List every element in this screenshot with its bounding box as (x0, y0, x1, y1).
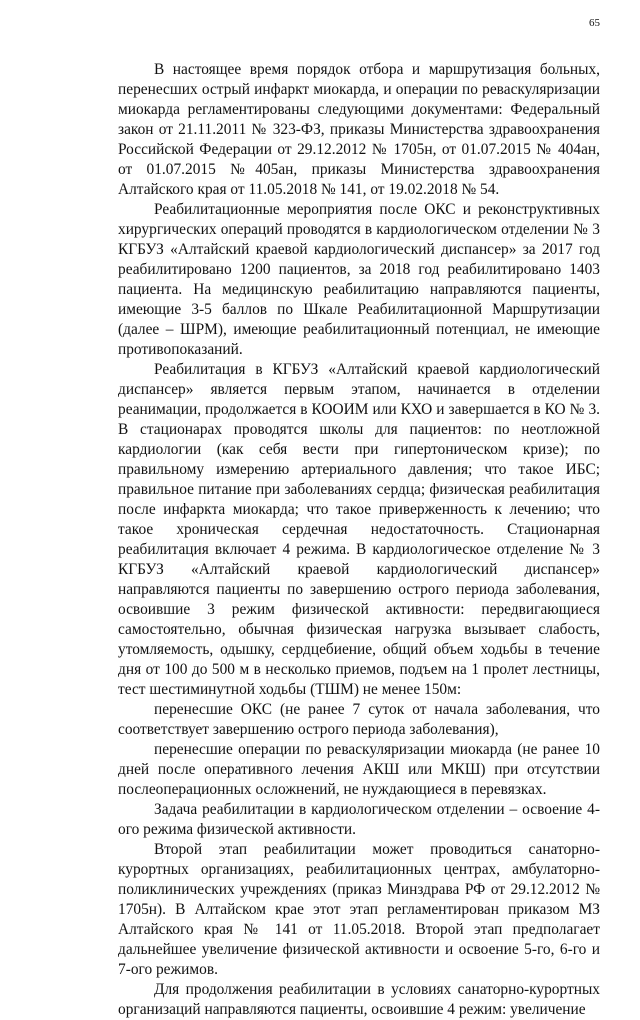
paragraph-sanatorium: Для продолжения реабилитации в условиях санаторно-курортных организаций направляются пациенты, освоившие 4 режим: увеличение (118, 981, 600, 1018)
paragraph-second-stage: Второй этап реабилитации может проводиться санаторно-курортных организациях, реабилитационных центрах, амбулаторно-поликлинических учреждениях (приказ Минздрава РФ от 29.12.2012 № 1705н). В Алтайском крае этот этап регламентирован приказом МЗ Алтайского края № 141 от 11.05.2018. Второй этап предполагает дальнейшее увеличение физической активности и освоение 5-го, 6-го и 7-ого режимов. (118, 841, 600, 978)
paragraph-task: Задача реабилитации в кардиологическом отделении – освоение 4-ого режима физической активности. (118, 801, 600, 838)
paragraph-regulations: В настоящее время порядок отбора и маршрутизация больных, перенесших острый инфаркт миокарда, и операции по реваскуляризации миокарда регламентированы следующими документами: Федеральный закон от 21.11.2011 № 323-ФЗ, приказы Министерства здравоохранения Российской Федерации от 29.12.2012 № 1705н, от 01.07.2015 № 404ан, от 01.07.2015 №405ан, приказы Министерства здравоохранения Алтайского края от 11.05.2018 № 141, от 19.02.2018 № 54. (118, 61, 600, 198)
paragraph-surgery-criteria: перенесшие операции по реваскуляризации миокарда (не ранее 10 дней после оперативного лечения АКШ или МКШ) при отсутствии послеоперационных осложнений, не нуждающиеся в перевязках. (118, 741, 600, 798)
page-number: 65 (589, 17, 600, 29)
paragraph-rehab-measures: Реабилитационные мероприятия после ОКС и реконструктивных хирургических операций проводятся в кардиологическом отделении № 3 КГБУЗ «Алтайский краевой кардиологический диспансер» за 2017 год реабилитировано 1200 пациентов, за 2018 год реабилитировано 1403 пациента. На медицинскую реабилитацию направляются пациенты, имеющие 3-5 баллов по Шкале Реабилитационной Маршрутизации (далее – ШРМ), имеющие реабилитационный потенциал, не имеющие противопоказаний. (118, 201, 600, 358)
paragraph-first-stage: Реабилитация в КГБУЗ «Алтайский краевой кардиологический диспансер» является первым этапом, начинается в отделении реанимации, продолжается в КООИМ или КХО и завершается в КО № 3. В стационарах проводятся школы для пациентов: по неотложной кардиологии (как себя вести при гипертоническом кризе); по правильному измерению артериального давления; что такое ИБС; правильное питание при заболеваниях сердца; физическая реабилитация после инфаркта миокарда; что такое приверженность к лечению; что такое хроническая сердечная недостаточность. Стационарная реабилитация включает 4 режима. В кардиологическое отделение № 3 КГБУЗ «Алтайский краевой кардиологический диспансер» направляются пациенты по завершению острого периода заболевания, освоившие 3 режим физической активности: передвигающиеся самостоятельно, обычная физическая нагрузка вызывает слабость, утомляемость, одышку, сердцебиение, общий объем ходьбы в течение дня от 100 до 500 м в несколько приемов, подъем на 1 пролет лестницы, тест шестиминутной ходьбы (ТШМ) не менее 150м: (118, 361, 600, 698)
body-text (118, 60, 600, 1020)
paragraph-oks-criteria: перенесшие ОКС (не ранее 7 суток от начала заболевания, что соответствует завершению острого периода заболевания), (118, 701, 600, 738)
